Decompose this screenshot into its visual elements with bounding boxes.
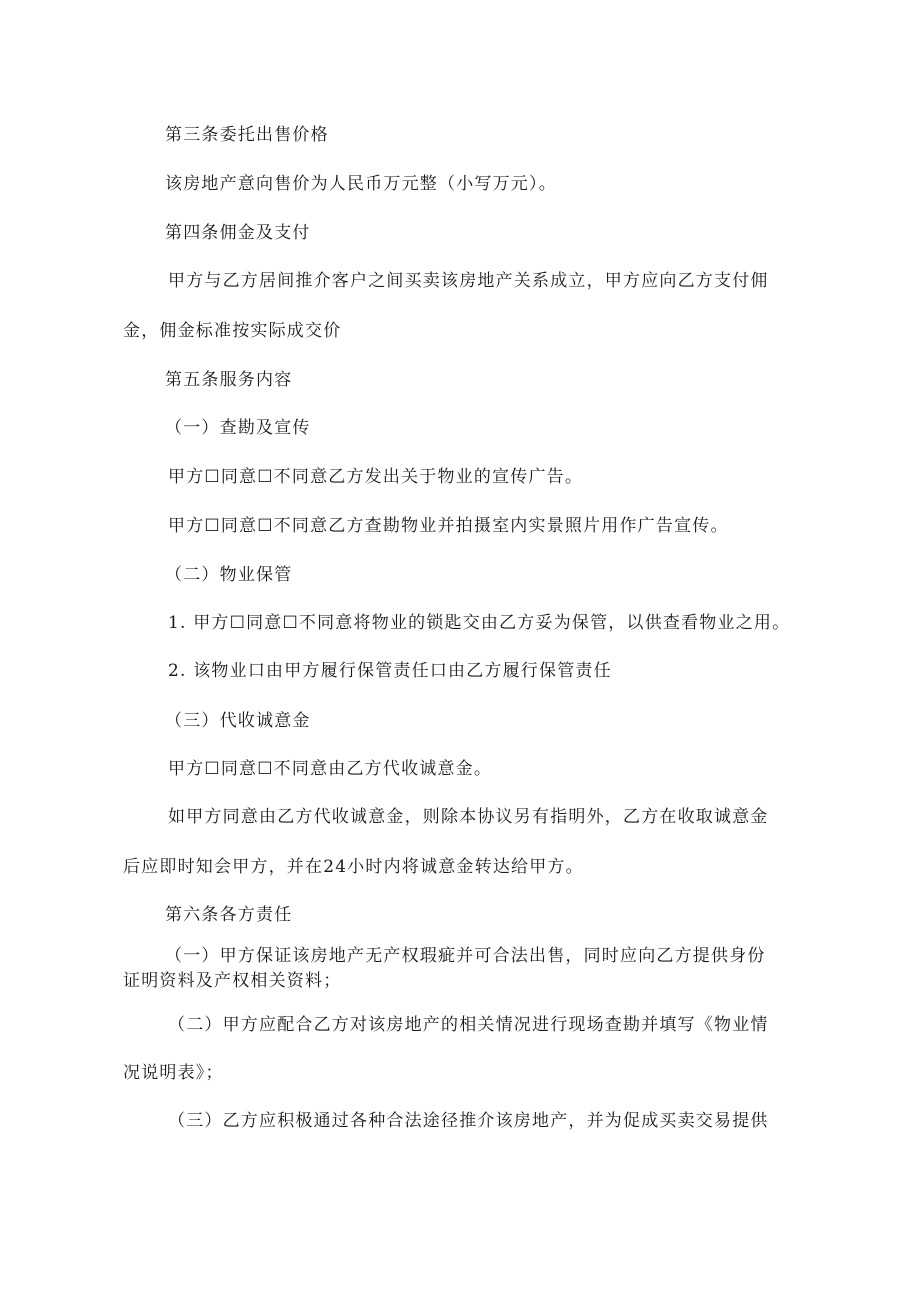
article-6-item-2-line-1: （二）甲方应配合乙方对该房地产的相关情况进行现场查勘并填写《物业情: [168, 1015, 769, 1035]
article-3-price-text: 该房地产意向售价为人民币万元整（小写万元）。: [165, 174, 557, 194]
article-5-heading: 第五条服务内容: [165, 370, 293, 390]
article-6-item-1-line-2: 证明资料及产权相关资料；: [123, 971, 342, 991]
section-1-item-2: 甲方☐同意☐不同意乙方查勘物业并拍摄室内实景照片用作广告宣传。: [168, 516, 729, 536]
section-1-item-1: 甲方☐同意☐不同意乙方发出关于物业的宣传广告。: [168, 467, 584, 487]
article-4-paragraph-line-1: 甲方与乙方居间推介客户之间买卖该房地产关系成立，甲方应向乙方支付佣: [168, 271, 769, 291]
section-3-item-1: 甲方☐同意☐不同意由乙方代收诚意金。: [168, 759, 493, 779]
section-1-heading: （一）查勘及宣传: [165, 418, 311, 438]
article-4-heading: 第四条佣金及支付: [165, 223, 311, 243]
section-2-item-2: 2. 该物业口由甲方履行保管责任口由乙方履行保管责任: [168, 661, 612, 681]
article-6-item-2-line-2: 况说明表》；: [123, 1063, 224, 1083]
article-6-item-3-line-1: （三）乙方应积极通过各种合法途径推介该房地产，并为促成买卖交易提供: [168, 1111, 769, 1131]
article-3-heading: 第三条委托出售价格: [165, 125, 329, 145]
article-6-item-1-line-1: （一）甲方保证该房地产无产权瑕疵并可合法出售，同时应向乙方提供身份: [165, 946, 766, 966]
section-2-item-1: 1. 甲方☐同意☐不同意将物业的锁匙交由乙方妥为保管，以供查看物业之用。: [168, 613, 791, 633]
section-3-heading: （三）代收诚意金: [165, 711, 311, 731]
section-3-paragraph-line-1: 如甲方同意由乙方代收诚意金，则除本协议另有指明外，乙方在收取诚意金: [168, 807, 769, 827]
article-4-paragraph-line-2: 金，佣金标准按实际成交价: [123, 321, 342, 341]
section-2-heading: （二）物业保管: [165, 565, 293, 585]
article-6-heading: 第六条各方责任: [165, 905, 293, 925]
section-3-paragraph-line-2: 后应即时知会甲方，并在24小时内将诚意金转达给甲方。: [123, 857, 584, 877]
